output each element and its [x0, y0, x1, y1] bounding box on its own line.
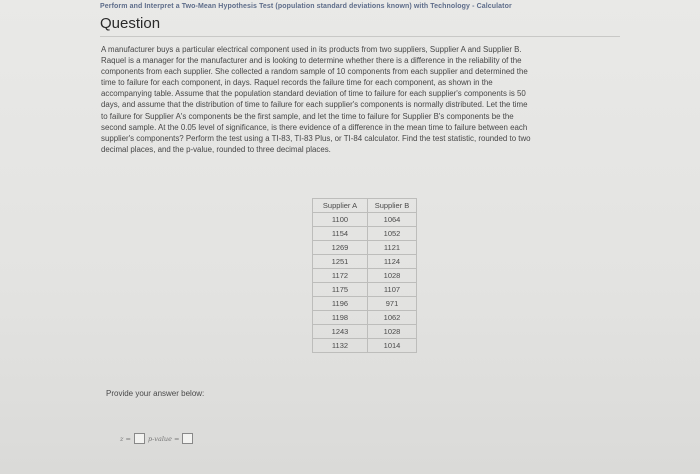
answer-prompt: Provide your answer below:: [106, 389, 205, 398]
table-cell: 1269: [313, 241, 368, 255]
table-cell: 971: [368, 297, 417, 311]
table-row: [313, 339, 417, 353]
problem-statement: [101, 44, 641, 155]
supplier-data-table: [312, 198, 417, 353]
table-row: [313, 283, 417, 297]
table-row: [313, 311, 417, 325]
table-row: [313, 227, 417, 241]
problem-line: A manufacturer buys a particular electrical component used in its products from two suppliers, Supplier A and Supplier B.: [101, 45, 522, 54]
table-cell: 1121: [368, 241, 417, 255]
table-cell: 1028: [368, 269, 417, 283]
table-cell: 1196: [313, 297, 368, 311]
problem-line: time to failure for each component, in days. Raquel records the failure time for each component, as shown in the: [101, 78, 493, 88]
table-header-row: [313, 199, 417, 213]
table-row: [313, 269, 417, 283]
p-value-answer-field[interactable]: [182, 433, 193, 444]
table-cell: 1198: [313, 311, 368, 325]
table-cell: 1028: [368, 325, 417, 339]
problem-line: second sample. At the 0.05 level of significance, is there evidence of a difference in the mean time to failure between each: [101, 122, 528, 132]
problem-line: to failure for Supplier A's components be the first sample, and let the time to failure for Supplier B's components be the: [101, 111, 514, 121]
table-cell: 1154: [313, 227, 368, 241]
column-header-supplier-a: Supplier A: [313, 199, 368, 213]
problem-line: days, and assume that the distribution of time to failure for each supplier's components is normally distributed. Let the time: [101, 100, 528, 110]
table-row: [313, 213, 417, 227]
table-row: [313, 255, 417, 269]
table-row: [313, 297, 417, 311]
page-title: Question: [100, 15, 161, 32]
problem-line: Raquel is a manager for the manufacturer and is looking to determine whether there is a difference in the reliability of the: [101, 56, 522, 66]
title-divider: [100, 36, 620, 37]
table-cell: 1064: [368, 213, 417, 227]
table-cell: 1062: [368, 311, 417, 325]
column-header-supplier-b: Supplier B: [368, 199, 417, 213]
problem-line: supplier's components? Perform the test using a TI-83, TI-83 Plus, or TI-84 calculator. Find the test statistic, rounded to two: [101, 133, 531, 143]
table-cell: 1052: [368, 227, 417, 241]
table-cell: 1172: [313, 269, 368, 283]
table-cell: 1014: [368, 339, 417, 353]
table-cell: 1175: [313, 283, 368, 297]
table-row: [313, 241, 417, 255]
z-label: z =: [120, 434, 131, 443]
table-cell: 1100: [313, 213, 368, 227]
p-value-label: p-value =: [147, 434, 180, 443]
problem-line: decimal places, and the p-value, rounded to three decimal places.: [101, 144, 331, 154]
problem-line: accompanying table. Assume that the population standard deviation of time to failure for each supplier's components is 50: [101, 89, 526, 99]
table-cell: 1107: [368, 283, 417, 297]
z-answer-field[interactable]: [134, 433, 145, 444]
table-cell: 1132: [313, 339, 368, 353]
answer-row: [120, 433, 196, 444]
problem-line: components from each supplier. She collected a random sample of 10 components from each supplier and determined the: [101, 67, 528, 77]
table-row: [313, 325, 417, 339]
table-cell: 1124: [368, 255, 417, 269]
breadcrumb: Perform and Interpret a Two-Mean Hypothesis Test (population standard deviations known) with Technology - Calculator: [100, 3, 512, 10]
table-cell: 1251: [313, 255, 368, 269]
table-cell: 1243: [313, 325, 368, 339]
